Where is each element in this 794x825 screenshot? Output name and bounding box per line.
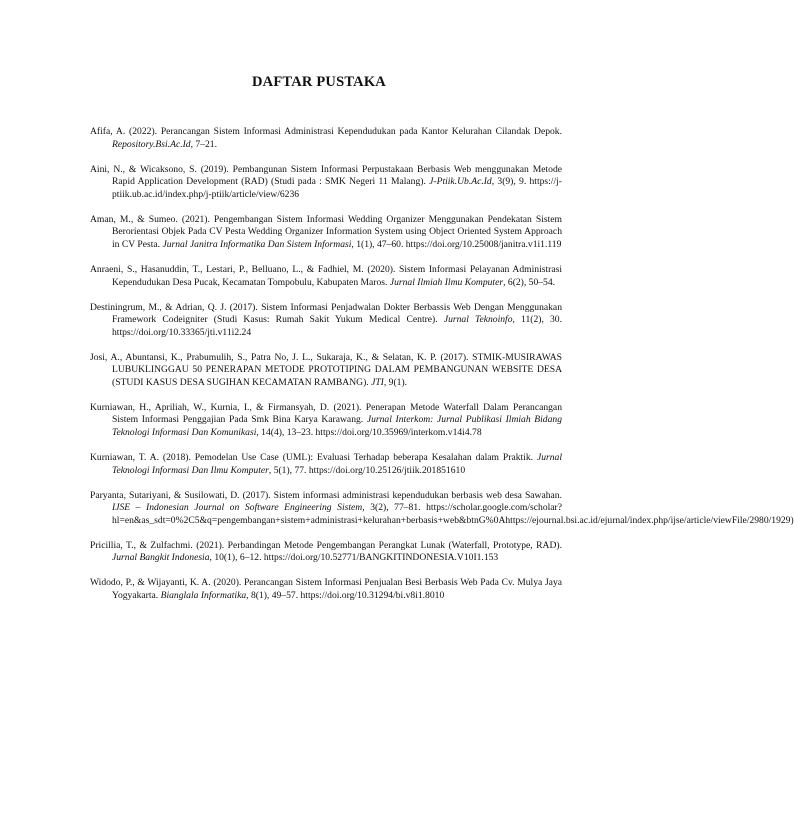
reference-details: , 14(4), 13–23. https://doi.org/10.35969/interkom.v14i4.78 xyxy=(256,427,482,439)
reference-source-title: Bianglala Informatika xyxy=(160,589,247,601)
reference-text: Destiningrum, M., & Adrian, Q. J. (2017). Sistem Informasi Penjadwalan Dokter Berbassis Web Dengan Menggunakan Framework Codeigniter (Studi Kasus: Rumah Sakit Yukum Medical Centre). xyxy=(90,301,562,326)
reference-source-title: Repository.Bsi.Ac.Id xyxy=(112,138,191,150)
reference-source-title: Jurnal Janitra Informatika Dan Sistem Informasi xyxy=(162,238,352,250)
reference-text: Josi, A., Abuntansi, K., Prabumulih, S., Patra No, J. L., Sukaraja, K., & Selatan, K. P. (2017). STMIK-MUSIRAWAS LUBUKLINGGAU 50 PENERAPAN METODE PROTOTIPING DALAM PEMBANGUNAN WEBSITE DESA (STUDI KASUS DESA SUGIHAN KECAMATAN RAMBANG). xyxy=(90,351,562,388)
reference-entry xyxy=(90,540,562,565)
reference-details: , 11(2), 30. https://doi.org/10.33365/jti.v11i2.24 xyxy=(112,314,563,338)
reference-source-title: JTI xyxy=(371,376,384,388)
reference-text: Widodo, P., & Wijayanti, K. A. (2020). Perancangan Sistem Informasi Penjualan Besi Berbasis Web Pada Cv. Mulya Jaya Yogyakarta. xyxy=(90,577,562,601)
reference-source-title: Jurnal Ilmiah Ilmu Komputer xyxy=(389,276,504,288)
reference-list xyxy=(90,126,794,615)
reference-source-title: Jurnal Bangkit Indonesia xyxy=(112,552,210,564)
reference-text: Aini, N., & Wicaksono, S. (2019). Pembangunan Sistem Informasi Perpustakaan Berbasis Web menggunakan Metode Rapid Application Development (RAD) (Studi pada : SMK Negeri 11 Malang). xyxy=(90,163,562,188)
reference-details: , 6(2), 50–54. xyxy=(503,276,556,288)
reference-entry xyxy=(90,352,562,390)
reference-details: , 10(1), 6–12. https://doi.org/10.52771/BANGKITINDONESIA.V10I1.153 xyxy=(209,552,499,564)
reference-text: Kurniawan, H., Apriliah, W., Kurnia, I., & Firmansyah, D. (2021). Penerapan Metode Waterfall Dalam Perancangan Sistem Informasi Penggajian Pada Smk Bina Karya Karawang. xyxy=(90,401,562,426)
reference-details: , 8(1), 49–57. https://doi.org/10.31294/bi.v8i1.8010 xyxy=(246,589,445,601)
reference-text: Pricillia, T., & Zulfachmi. (2021). Perbandingan Metode Pengembangan Perangkat Lunak (Waterfall, Prototype, RAD). xyxy=(90,539,562,551)
reference-entry xyxy=(90,264,562,289)
reference-text: Aman, M., & Sumeo. (2021). Pengembangan Sistem Informasi Wedding Organizer Menggunakan Pendekatan Sistem Berorientasi Objek Pada CV Pesta Wedding Organizer Information System using Object Oriented System Approach in CV Pesta. xyxy=(90,213,562,250)
reference-entry xyxy=(90,126,562,151)
reference-text: Anraeni, S., Hasanuddin, T., Lestari, P., Belluano, L., & Fadhiel, M. (2020). Sistem Informasi Pelayanan Administrasi Kependudukan Desa Pucak, Kecamatan Tompobulu, Kabupaten Maros. xyxy=(90,263,562,288)
reference-source-title: Jurnal Teknologi Informasi Dan Ilmu Komputer xyxy=(112,452,562,476)
reference-entry xyxy=(90,402,562,440)
reference-details: , 7–21. xyxy=(190,138,217,150)
reference-details: , 1(1), 47–60. https://doi.org/10.25008/janitra.v1i1.119 xyxy=(351,238,562,250)
reference-entry xyxy=(90,214,562,252)
reference-source-title: Jurnal Interkom: Jurnal Publikasi Ilmiah Bidang Teknologi Informasi Dan Komunikasi xyxy=(112,414,562,439)
reference-entry xyxy=(90,164,562,202)
reference-source-title: J-Ptiik.Ub.Ac.Id xyxy=(429,176,492,188)
reference-details: , 5(1), 77. https://doi.org/10.25126/jtiik.201851610 xyxy=(268,464,466,476)
reference-entry xyxy=(90,302,562,340)
reference-details: , 3(2), 77–81. https://scholar.google.com/scholar?hl=en&as_sdt=0%2C5&q=pengembangan+sistem+administrasi+kelurahan+berbasis+web&btnG%0Ahttps://ejournal.bsi.ac.id/ejurnal/index.php/ijse/article/viewFile/2980/1929) xyxy=(112,502,794,526)
reference-source-title: IJSE – Indonesian Journal on Software Engineering Sistem xyxy=(112,502,363,514)
reference-entry xyxy=(90,577,562,602)
reference-details: , 3(9), 9. https://j-ptiik.ub.ac.id/index.php/j-ptiik/article/view/6236 xyxy=(112,176,563,200)
reference-entry xyxy=(90,489,794,528)
page-title: DAFTAR PUSTAKA xyxy=(252,74,386,90)
reference-source-title: Jurnal Teknoinfo xyxy=(443,314,513,326)
reference-text: Afifa, A. (2022). Perancangan Sistem Informasi Administrasi Kependudukan pada Kantor Kelurahan Cilandak Depok. xyxy=(90,126,562,137)
reference-details: , 9(1). xyxy=(383,376,408,388)
reference-entry xyxy=(90,452,562,477)
reference-text: Kurniawan, T. A. (2018). Pemodelan Use Case (UML): Evaluasi Terhadap beberapa Kesalahan dalam Praktik. xyxy=(90,452,537,464)
reference-text: Paryanta, Sutariyani, & Susilowati, D. (2017). Sistem informasi administrasi kependudukan berbasis web desa Sawahan. xyxy=(90,489,562,501)
